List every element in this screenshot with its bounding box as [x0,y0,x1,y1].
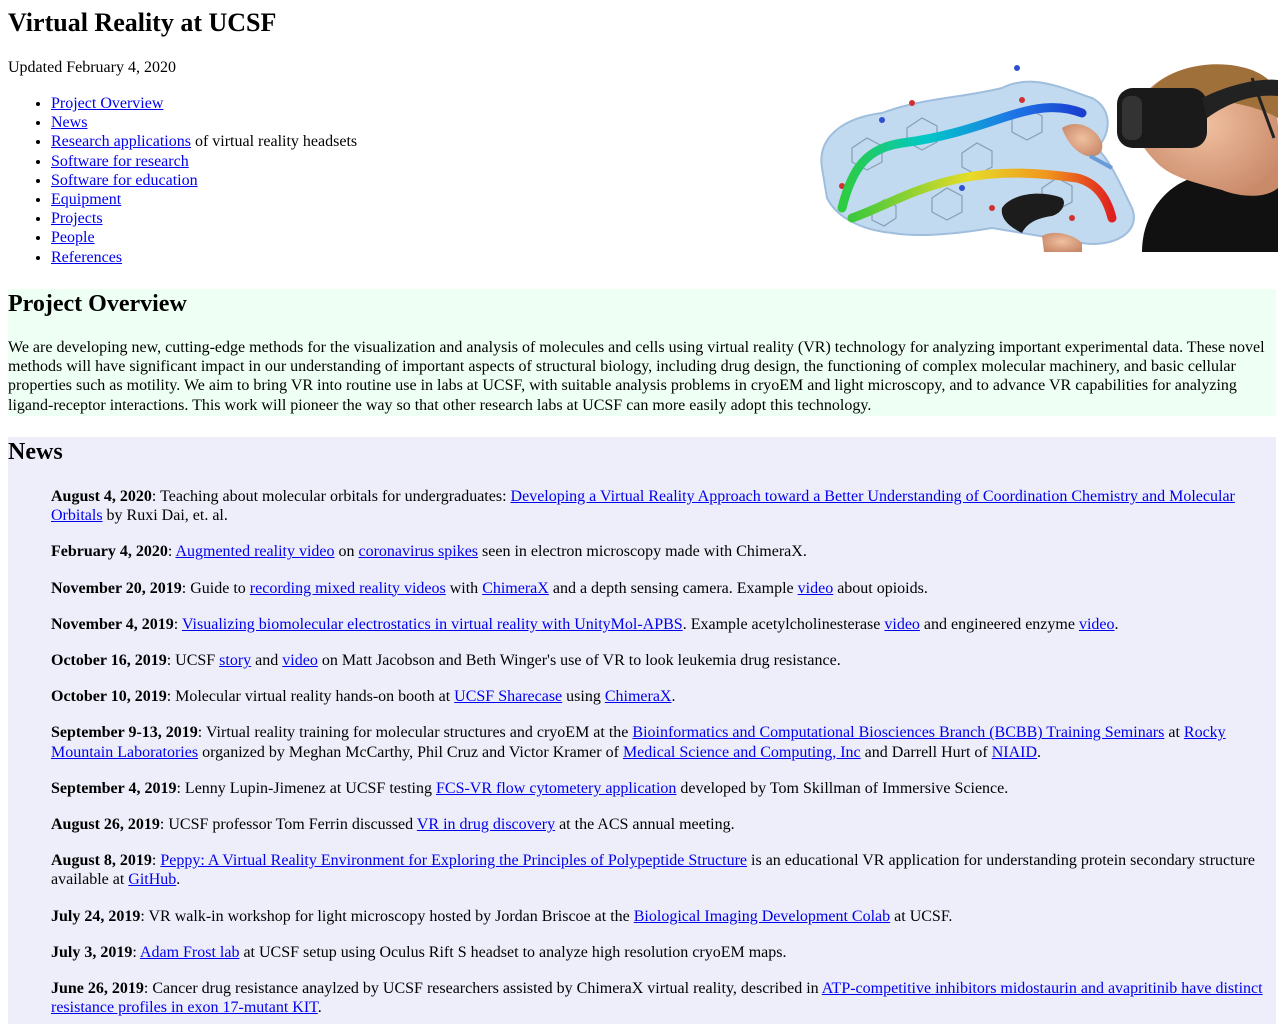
news-item [51,615,1273,634]
news-date: September 9-13, 2019 [51,724,198,742]
news-link[interactable]: UCSF Sharecase [454,688,563,706]
toc-item [51,94,357,113]
news-date: November 20, 2019 [51,579,182,597]
news-item [51,579,1273,598]
news-text: : Molecular virtual reality hands-on booth at [166,688,455,706]
news-link[interactable]: NIAID [991,743,1038,761]
news-link[interactable]: VR in drug discovery [416,816,556,834]
project-overview-heading: Project Overview [8,291,187,317]
news-link[interactable]: GitHub [128,871,177,889]
news-text: . Example acetylcholinesterase [682,615,885,633]
news-link[interactable]: FCS-VR flow cytometery application [436,779,677,797]
news-text: : VR walk-in workshop for light microscopy hosted by Jordan Briscoe at the [140,907,634,925]
news-text: at [1164,724,1184,742]
vr-molecule-image [812,58,1278,252]
news-text: at UCSF setup using Oculus Rift S headset to analyze high resolution cryoEM maps. [239,943,787,961]
news-link[interactable]: video [884,615,920,633]
news-text: and Darrell Hurt of [860,743,992,761]
news-link[interactable]: video [797,579,834,597]
news-item [51,651,1273,670]
news-text: about opioids. [833,579,928,597]
news-text: using [562,688,605,706]
news-link[interactable]: coronavirus spikes [358,543,479,561]
news-text: on [334,543,359,561]
toc-link-equipment[interactable]: Equipment [51,191,122,209]
toc-item [51,190,357,209]
news-link[interactable]: Rocky Mountain Laboratories [51,724,1226,761]
news-text: and a depth sensing camera. Example [548,579,798,597]
news-text: and engineered enzyme [919,615,1079,633]
news-item [51,687,1273,706]
news-link[interactable]: ChimeraX [604,688,672,706]
news-link[interactable]: Developing a Virtual Reality Approach toward a Better Understanding of Coordination Chemistry and Molecular Orbitals [51,488,1235,525]
news-date: October 16, 2019 [51,652,167,670]
project-overview-text: We are developing new, cutting-edge methods for the visualization and analysis of molecules and cells using virtual reality (VR) technology for analyzing important experimental data. These novel methods will have significant impact in our understanding of important aspects of structural biology, including drug design, the functioning of complex molecular machinery, and basic cellular properties such as motility. We aim to bring VR into routine use in labs at UCSF, with suitable analysis problems in cryoEM and light microscopy, and to advance VR capabilities for analyzing ligand-receptor interactions. This work will pioneer the way so that other research labs at UCSF can more easily adopt this technology. [8,339,1265,414]
news-link[interactable]: Medical Science and Computing, Inc [622,743,861,761]
news-item [51,907,1273,926]
news-list [51,487,1273,1024]
news-link[interactable]: Adam Frost lab [139,943,240,961]
news-text: : Guide to [181,579,250,597]
news-text: : [132,943,140,961]
toc-item [51,228,357,247]
news-text: . [1114,615,1119,633]
toc-link-people[interactable]: People [51,229,95,247]
toc-item [51,132,357,151]
toc-item-suffix: of virtual reality headsets [190,133,358,151]
news-link[interactable]: Biological Imaging Development Colab [633,907,891,925]
news-link[interactable]: Bioinformatics and Computational Biosciences Branch (BCBB) Training Seminars [632,724,1165,742]
news-link[interactable]: story [219,652,252,670]
news-text: : [151,852,161,870]
news-text: : Virtual reality training for molecular structures and cryoEM at the [197,724,633,742]
news-date: August 26, 2019 [51,816,160,834]
news-text: : [167,543,176,561]
news-link[interactable]: Visualizing biomolecular electrostatics in virtual reality with UnityMol-APBS [181,615,683,633]
news-section [8,437,1276,1024]
news-text: at the ACS annual meeting. [555,816,735,834]
news-text: at UCSF. [890,907,953,925]
news-item [51,815,1273,834]
updated-date: Updated February 4, 2020 [8,59,176,76]
news-heading: News [8,439,63,465]
toc-link-software-for-research[interactable]: Software for research [51,152,189,170]
news-text: . [671,688,676,706]
news-text: with [445,579,483,597]
news-text: : Teaching about molecular orbitals for undergraduates: [151,488,511,505]
news-link[interactable]: ChimeraX [482,579,549,597]
news-link[interactable]: video [1078,615,1115,633]
toc-link-project-overview[interactable]: Project Overview [51,95,164,112]
news-text: : UCSF [166,652,220,670]
project-overview-section [8,289,1276,416]
toc-link-references[interactable]: References [51,248,123,266]
news-date: November 4, 2019 [51,615,174,633]
news-link[interactable]: recording mixed reality videos [249,579,446,597]
toc-link-projects[interactable]: Projects [51,210,103,228]
news-item [51,723,1273,761]
news-item [51,487,1273,525]
news-link[interactable]: video [282,652,318,670]
news-text: on Matt Jacobson and Beth Winger's use of VR to look leukemia drug resistance. [317,652,841,670]
news-text: : UCSF professor Tom Ferrin discussed [159,816,417,834]
news-text: . [176,871,181,889]
toc-link-software-for-education[interactable]: Software for education [51,171,198,189]
news-date: September 4, 2019 [51,779,177,797]
news-text: is an educational VR application for understanding protein secondary structure available at [51,852,1256,889]
news-item [51,943,1273,962]
news-date: October 10, 2019 [51,688,167,706]
news-date: August 4, 2020 [51,488,152,505]
news-text: : [173,615,182,633]
news-text: organized by Meghan McCarthy, Phil Cruz and Victor Kramer of [198,743,623,761]
news-date: July 24, 2019 [51,907,141,925]
news-item [51,851,1273,889]
toc-item [51,171,357,190]
news-date: June 26, 2019 [51,980,144,998]
toc-link-research-applications[interactable]: Research applications [51,133,191,151]
news-date: August 8, 2019 [51,852,152,870]
news-link[interactable]: Augmented reality video [175,543,335,561]
news-link[interactable]: ATP-competitive inhibitors midostaurin and avapritinib have distinct resistance profiles in exon 17-mutant KIT [51,980,1263,1017]
news-date: February 4, 2020 [51,543,168,561]
news-text: by Ruxi Dai, et. al. [102,507,228,525]
news-item [51,779,1273,798]
toc-item [51,152,357,171]
news-text: . [317,999,322,1017]
news-text: and [251,652,283,670]
table-of-contents [8,94,357,267]
news-text: seen in electron microscopy made with ChimeraX. [478,543,807,561]
toc-link-news[interactable]: News [51,114,88,132]
news-text: . [1037,743,1042,761]
news-link[interactable]: Peppy: A Virtual Reality Environment for Exploring the Principles of Polypeptide Structure [160,852,748,870]
toc-item [51,248,357,267]
toc-item [51,209,357,228]
news-text: : Cancer drug resistance anaylzed by UCSF researchers assisted by ChimeraX virtual reality, described in [143,980,822,998]
toc-item [51,113,357,132]
news-text: developed by Tom Skillman of Immersive Science. [676,779,1009,797]
page-title: Virtual Reality at UCSF [8,8,277,37]
news-item [51,979,1273,1017]
news-text: : Lenny Lupin-Jimenez at UCSF testing [176,779,436,797]
news-date: July 3, 2019 [51,943,133,961]
news-item [51,542,1273,561]
